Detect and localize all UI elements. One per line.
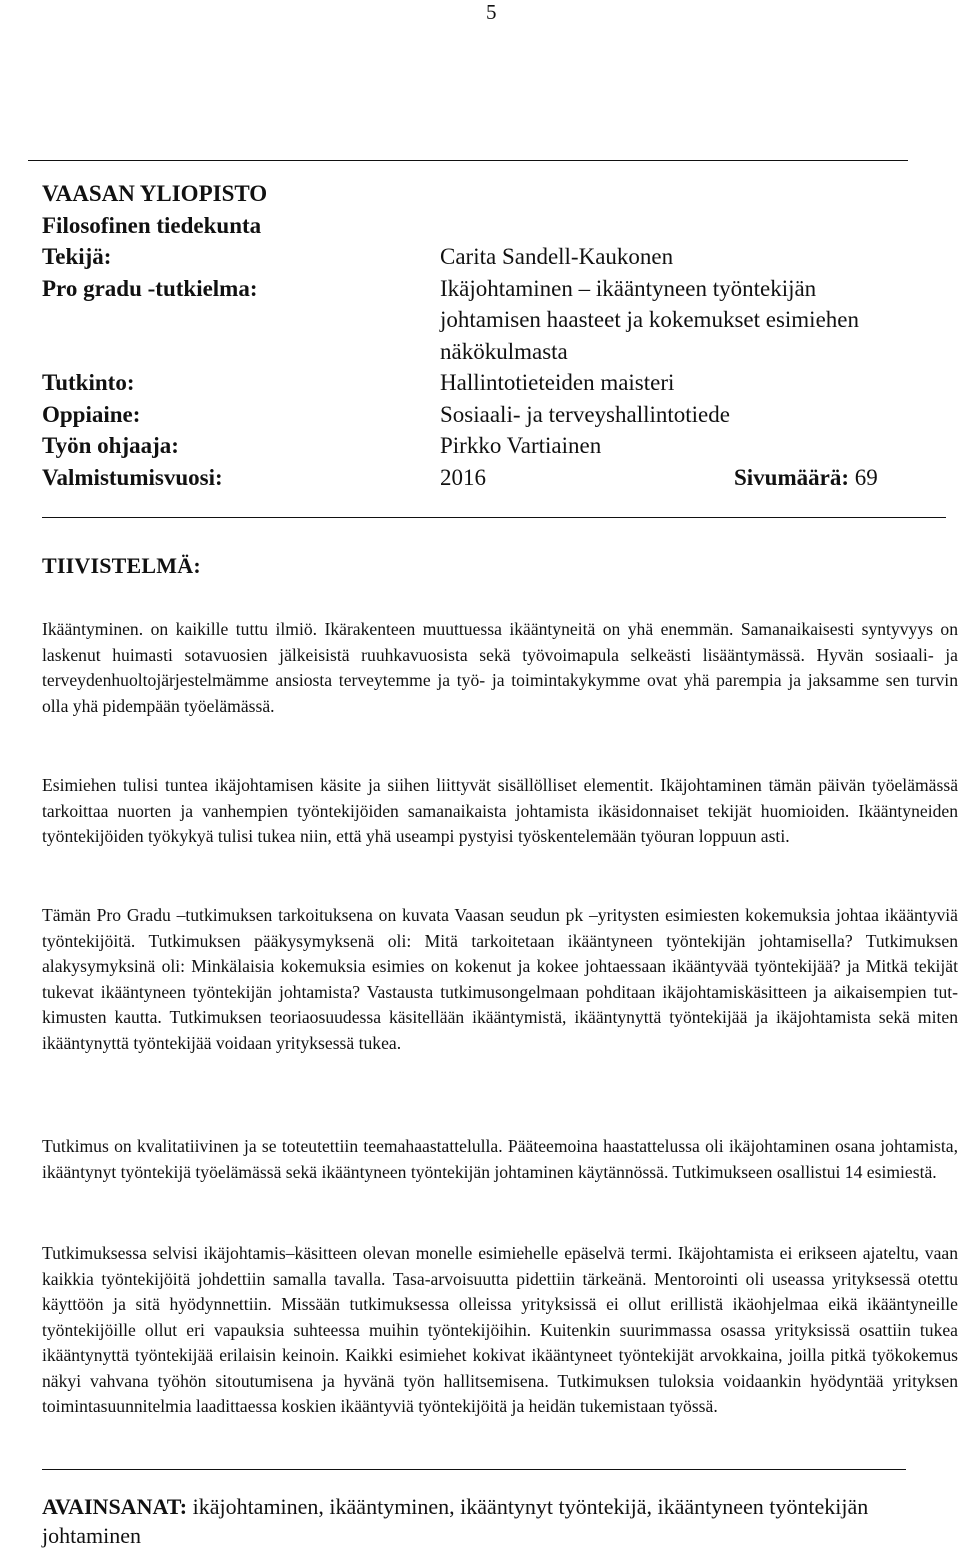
year-value-wrap xyxy=(440,462,486,494)
middle-divider xyxy=(42,517,946,518)
subject-value-wrap xyxy=(440,399,730,431)
author-row xyxy=(42,241,922,273)
degree-value-wrap xyxy=(440,367,674,399)
year-value: 2016 xyxy=(440,464,486,490)
degree-label: Tutkinto: xyxy=(42,370,135,395)
year-row xyxy=(42,462,922,494)
abstract-paragraph: Tämän Pro Gradu –tutkimuksen tarkoituksena on kuvata Vaasan seudun pk –yritysten esimiesten kokemuksia johtaa ikääntyviä työntekijöitä. Tutkimuksen pääkysymyksenä oli: Mitä tarkoitetaan ikääntyneen työntekijän johtamisella? Tutkimuksen alakysymyksinä oli: Minkälaisia kokemuksia esimies on kokenut ja kokee johtaessaan ikääntyvää työntekijää? ja Mitkä tekijät tukevat ikääntyneen työntekijän johtamista? Vastausta tutkimusongelmaan pohditaan ikäjohtamiskäsitteen ja aikaisempien tutkimusten kautta. Tutkimuksen teoriaosuudessa käsitellään ikääntymistä, ikääntynyttä työntekijää ja ikäjohtamista sekä miten ikääntynyttä työntekijää voidaan yrityksessä tukea. xyxy=(42,905,958,1053)
top-divider xyxy=(28,160,908,161)
thesis-title-row xyxy=(42,273,922,368)
page-count-label: Sivumäärä: xyxy=(734,464,849,490)
thesis-title xyxy=(440,273,859,368)
keywords xyxy=(42,1492,942,1550)
degree-row xyxy=(42,367,922,399)
subject-value: Sosiaali- ja terveyshallintotiede xyxy=(440,401,730,427)
abstract-heading: TIIVISTELMÄ: xyxy=(42,553,201,578)
university-name: VAASAN YLIOPISTO xyxy=(42,181,268,206)
thesis-metadata xyxy=(42,178,922,493)
thesis-label: Pro gradu -tutkielma: xyxy=(42,275,258,301)
subject-label: Oppiaine: xyxy=(42,401,141,427)
supervisor-value-wrap xyxy=(440,430,601,462)
author-value xyxy=(440,241,673,273)
abstract-paragraph: Tutkimuksessa selvisi ikäjohtamis–käsitteen olevan monelle esimiehelle epäselvä termi. Ikäjohtamista ei erikseen ajateltu, vaan kaikkia työntekijöitä johdettiin samalla tavalla. Tasa-arvoisuutta pidettiin tärkeänä. Mentorointi oli useassa yrityksessä otettu käyttöön ja sitä hyödynnettiin. Missään tutkimuksessa olleissa yrityksissä ei ollut erillistä ikäohjelmaa eikä ikääntyneille työntekijöille ollut eri vapauksia suhteessa muihin työntekijöihin. Kuitenkin suurimmassa osassa yrityksissä osattiin tukea ikääntynyttä työntekijää erilaisin keinoin. Kaikki esimiehet kokivat ikääntyneet työntekijät arvokkaina, joilla pitkä työkokemus näkyi vahvana työhön sitoutumisena ja hyvänä työn hallitsemisena. Tutkimuksen tuloksia voidaankin hyödyntää yrityksen toimintasuunnitelmia laadittaessa koskien ikääntyviä työntekijöitä ja heidän tukemistaan työssä. xyxy=(42,1243,958,1416)
page-number: 5 xyxy=(486,0,497,24)
supervisor-label: Työn ohjaaja: xyxy=(42,433,179,458)
faculty-name: Filosofinen tiedekunta xyxy=(42,212,262,238)
abstract-paragraph: Tutkimus on kvalitatiivinen ja se toteutettiin teemahaastattelulla. Pääteemoina haastattelussa oli ikäjohtaminen osana johtamista, ikääntynyt työntekijä työelämässä sekä ikääntyneen työntekijän johtaminen käytännössä. Tutkimukseen osallistui 14 esimiestä. xyxy=(42,1136,958,1182)
keywords-label: AVAINSANAT: xyxy=(42,1494,188,1519)
thesis-title-line: johtamisen haasteet ja kokemukset esimiehen xyxy=(440,307,859,332)
abstract-paragraph: Ikääntyminen. on kaikille tuttu ilmiö. Ikärakenteen muuttuessa ikääntyneitä on yhä enemmän. Samanaikaisesti syntyvyys on laskenut huimasti sotavuosien jälkeisistä ruuhkavuosista sekä työvoimapula selkeästi lisääntymässä. Hyvän sosiaali- ja terveydenhuoltojärjestelmämme ansiosta terveytemme ja työ- ja toimintakykymme ovat yhä parempia ja jaksamme sen turvin olla yhä pidempään työelämässä. xyxy=(42,619,958,716)
keywords-text: ikäjohtaminen, ikääntyminen, ikääntynyt työntekijä, ikääntyneen työntekijän johtaminen xyxy=(42,1494,869,1548)
thesis-title-line: Ikäjohtaminen – ikääntyneen työntekijän xyxy=(440,275,817,301)
thesis-title-line: näkökulmasta xyxy=(440,338,568,364)
page-count xyxy=(734,462,878,494)
abstract-paragraph: Esimiehen tulisi tuntea ikäjohtamisen käsite ja siihen liittyvät sisällölliset elementit. Ikäjohtaminen tämän päivän työelämässä tarkoittaa nuorten ja vanhempien työntekijöiden samanaikaista johtamista ikäsidonnaiset tekijät huomioiden. Ikääntyneiden työntekijöiden työkykyä tulisi tukea niin, että yhä useampi pystyisi työskentelemään työuran loppuun asti. xyxy=(42,775,958,846)
author-label: Tekijä: xyxy=(42,244,112,269)
page-count-value: 69 xyxy=(854,464,878,490)
supervisor-value: Pirkko Vartiainen xyxy=(440,433,602,458)
year-label: Valmistumisvuosi: xyxy=(42,464,223,490)
subject-row xyxy=(42,399,922,431)
bottom-divider xyxy=(42,1469,906,1470)
supervisor-row xyxy=(42,430,922,462)
degree-value: Hallintotieteiden maisteri xyxy=(440,370,675,395)
author-name: Carita Sandell-Kaukonen xyxy=(440,244,674,269)
